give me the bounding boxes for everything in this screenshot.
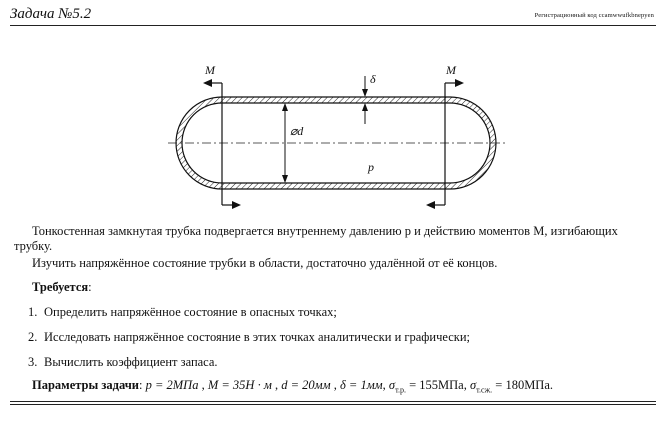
list-item: 2. Исследовать напряжённое состояние в этих точках аналитически и графически; bbox=[28, 330, 471, 344]
task-parameters: Параметры задачи: p = 2МПа , M = 35Н · м , d = 20мм , δ = 1мм, $\sigma_{т.р.} = 155МПа$, $\sigma_{т.сж.} = 180МПа$. bbox=[32, 378, 554, 395]
diameter-label: ⌀d bbox=[290, 124, 304, 138]
pressure-label: p bbox=[368, 160, 374, 174]
thickness-label: δ bbox=[370, 72, 376, 86]
task-title: Задача №5.2 bbox=[10, 6, 92, 22]
list-item: 1. Определить напряжённое состояние в опасных точках; bbox=[28, 305, 337, 319]
moment-left-arrow-bottom bbox=[232, 201, 241, 209]
moment-right-label: M bbox=[446, 63, 456, 77]
problem-task: Изучить напряжённое состояние трубки в области, достаточно удалённой от её концов. bbox=[32, 256, 498, 270]
moment-left-arrow-top bbox=[203, 79, 212, 87]
problem-description: Тонкостенная замкнутая трубка подвергается внутреннему давлению p и действию моментов M, изгибающих трубку. bbox=[14, 224, 618, 253]
registration-code: Регистрационный код ccamwwufkbnepyen bbox=[534, 12, 654, 19]
moment-right-arrow-top bbox=[455, 79, 464, 87]
required-heading: Требуется: bbox=[32, 280, 92, 294]
moment-right-arrow-bottom bbox=[426, 201, 435, 209]
footer-rule-2 bbox=[10, 404, 656, 405]
list-item: 3. Вычислить коэффициент запаса. bbox=[28, 355, 218, 369]
footer-rule-1 bbox=[10, 401, 656, 402]
moment-left-label: M bbox=[205, 63, 215, 77]
